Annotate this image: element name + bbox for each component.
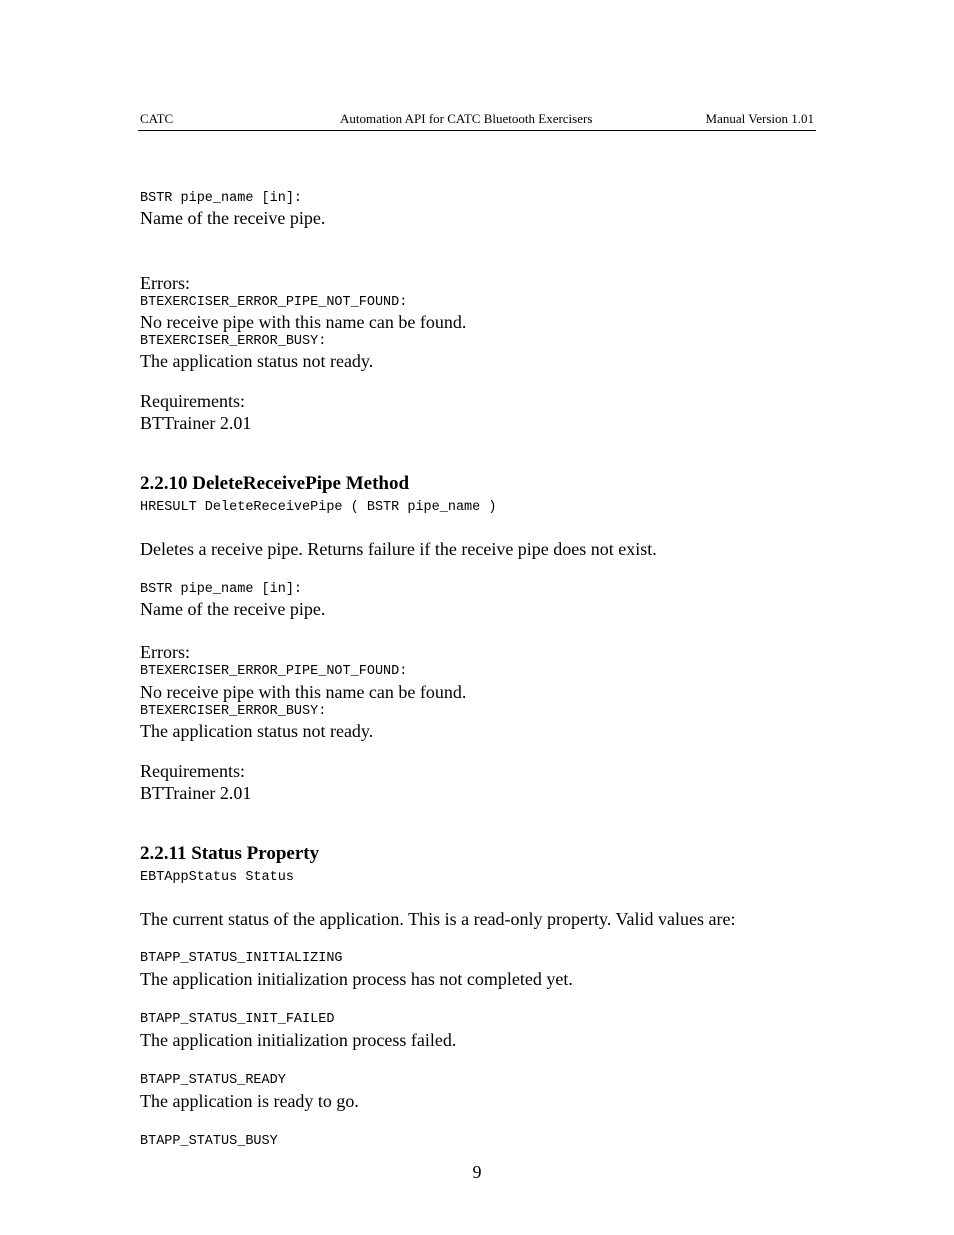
error-code: BTEXERCISER_ERROR_BUSY: xyxy=(140,704,327,719)
section-heading: 2.2.10 DeleteReceivePipe Method xyxy=(140,473,410,494)
error-description: No receive pipe with this name can be found. xyxy=(140,682,467,702)
status-value-code: BTAPP_STATUS_BUSY xyxy=(140,1134,278,1149)
page-number: 9 xyxy=(472,1162,482,1182)
property-description: The current status of the application. This is a read-only property. Valid values are: xyxy=(140,909,736,929)
status-value-description: The application initialization process failed. xyxy=(140,1030,457,1050)
status-value-code: BTAPP_STATUS_INIT_FAILED xyxy=(140,1012,335,1027)
error-code: BTEXERCISER_ERROR_BUSY: xyxy=(140,334,327,349)
param-signature: BSTR pipe_name [in]: xyxy=(140,582,303,597)
error-description: The application status not ready. xyxy=(140,351,374,371)
param-signature: BSTR pipe_name [in]: xyxy=(140,191,303,206)
method-signature: HRESULT DeleteReceivePipe ( BSTR pipe_name ) xyxy=(140,500,497,515)
method-description: Deletes a receive pipe. Returns failure if the receive pipe does not exist. xyxy=(140,539,657,559)
section-heading: 2.2.11 Status Property xyxy=(140,843,320,864)
page-header xyxy=(138,110,816,131)
requirements-value: BTTrainer 2.01 xyxy=(140,413,252,433)
requirements-value: BTTrainer 2.01 xyxy=(140,783,252,803)
status-value-description: The application initialization process has not completed yet. xyxy=(140,969,573,989)
requirements-label: Requirements: xyxy=(140,761,245,781)
errors-label: Errors: xyxy=(140,273,190,293)
header-document-title: Automation API for CATC Bluetooth Exercisers xyxy=(340,111,593,126)
property-signature: EBTAppStatus Status xyxy=(140,870,294,885)
requirements-label: Requirements: xyxy=(140,391,245,411)
param-description: Name of the receive pipe. xyxy=(140,208,326,228)
error-description: The application status not ready. xyxy=(140,721,374,741)
errors-label: Errors: xyxy=(140,642,190,662)
error-code: BTEXERCISER_ERROR_PIPE_NOT_FOUND: xyxy=(140,295,408,310)
status-value-description: The application is ready to go. xyxy=(140,1091,359,1111)
param-description: Name of the receive pipe. xyxy=(140,599,326,619)
status-value-code: BTAPP_STATUS_READY xyxy=(140,1073,286,1088)
status-value-code: BTAPP_STATUS_INITIALIZING xyxy=(140,951,343,966)
header-company: CATC xyxy=(140,111,174,126)
error-description: No receive pipe with this name can be found. xyxy=(140,312,467,332)
header-manual-version: Manual Version 1.01 xyxy=(705,111,814,126)
error-code: BTEXERCISER_ERROR_PIPE_NOT_FOUND: xyxy=(140,664,408,679)
